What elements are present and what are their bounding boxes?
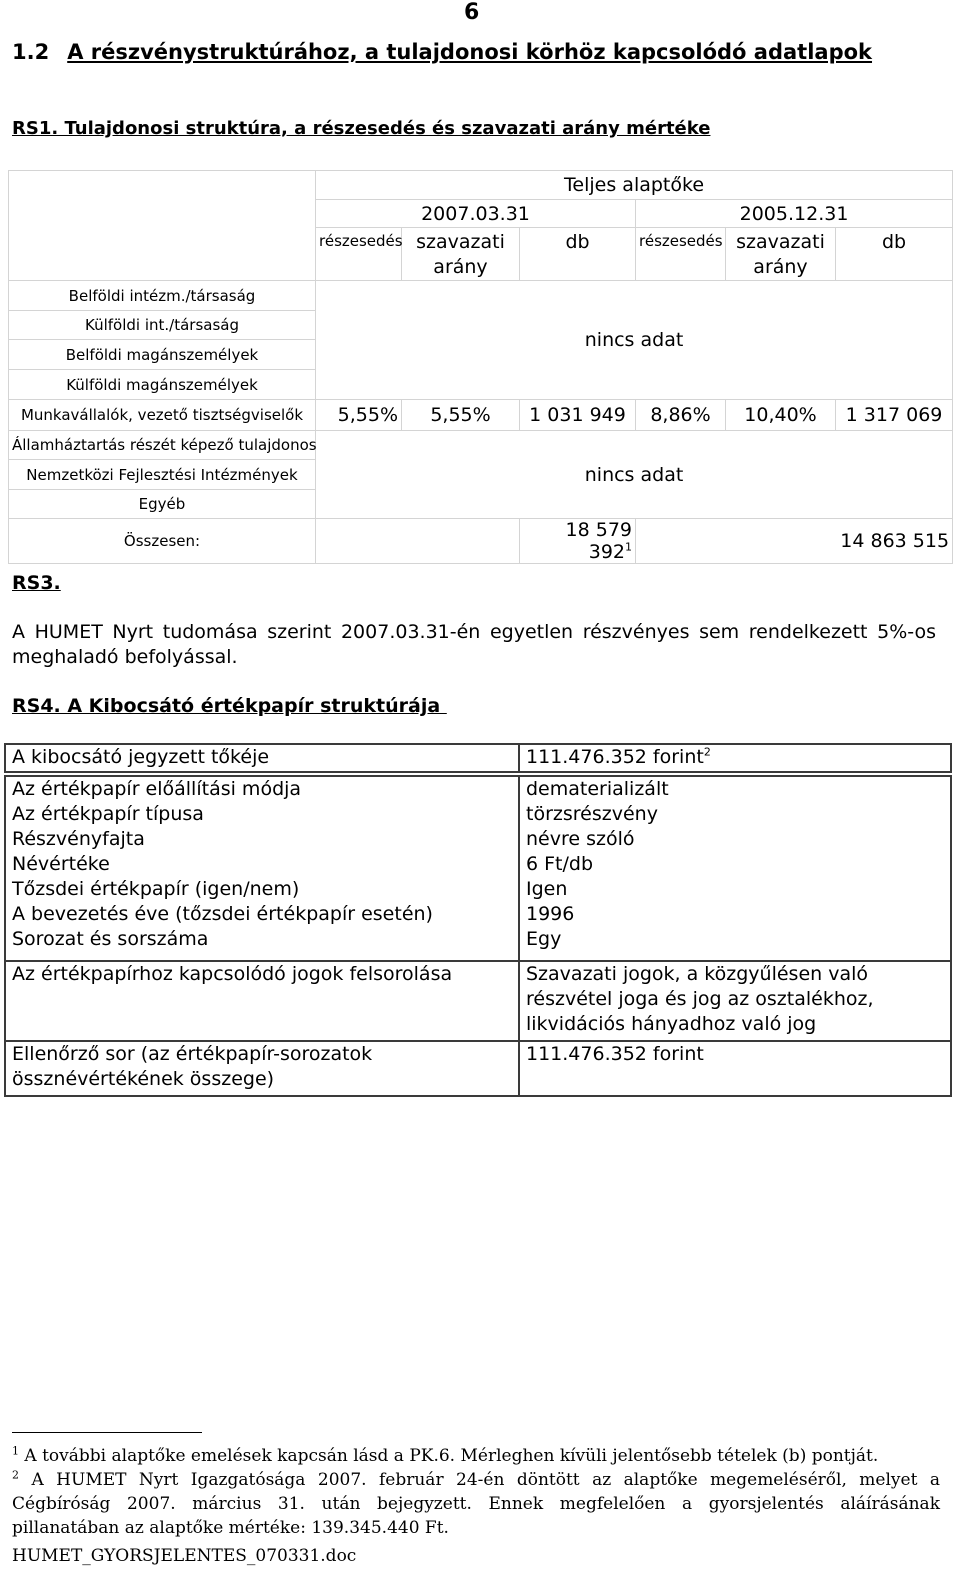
col-reszesedes-2005: részesedés <box>636 228 726 281</box>
value-production-method: dematerializált <box>526 778 669 800</box>
row-label-other: Egyéb <box>9 490 316 519</box>
section-number: 1.2 <box>12 40 50 64</box>
value-nominal-value: 6 Ft/db <box>526 853 594 875</box>
employees-reszesedes-2007: 5,55% <box>316 400 402 431</box>
capital-value-cell <box>519 744 951 772</box>
total-db-2007 <box>520 519 636 564</box>
row-label-domestic-institution: Belföldi intézm./társaság <box>9 281 316 311</box>
row-label-foreign-individuals: Külföldi magánszemélyek <box>9 370 316 400</box>
col-db-2005: db <box>836 228 953 281</box>
col-szavazati-line1: szavazati <box>416 231 505 253</box>
col-szavazati-line2: arány <box>753 256 808 278</box>
securities-table <box>4 775 952 1097</box>
label-listed: Tőzsdei értékpapír (igen/nem) <box>12 878 300 900</box>
value-share-kind: névre szóló <box>526 828 635 850</box>
rs1-heading: RS1. Tulajdonosi struktúra, a részesedés és szavazati arány mértéke <box>12 118 711 139</box>
col-szavazati-2005 <box>726 228 836 281</box>
rs4-heading: RS4. A Kibocsátó értékpapír struktúrája <box>12 695 447 717</box>
total-db-2007-value: 18 579 392 <box>565 519 632 563</box>
securities-values <box>519 776 951 961</box>
total-db-2005: 14 863 515 <box>636 519 953 564</box>
rs3-text: A HUMET Nyrt tudomása szerint 2007.03.31-én egyetlen részvényes sem rendelkezett 5%-os meghaladó befolyással. <box>12 621 936 668</box>
row-label-state: Államháztartás részét képező tulajdonos <box>9 431 316 460</box>
label-production-method: Az értékpapír előállítási módja <box>12 778 302 800</box>
label-listing-year: A bevezetés éve (tőzsdei értékpapír esetén) <box>12 903 433 925</box>
header-date-2005: 2005.12.31 <box>636 200 953 228</box>
ownership-table <box>8 170 953 564</box>
footnote-2 <box>12 1468 940 1540</box>
rs3-heading: RS3. <box>12 572 61 594</box>
row-label-total: Összesen: <box>9 519 316 564</box>
value-series: Egy <box>526 928 562 950</box>
employees-reszesedes-2005: 8,86% <box>636 400 726 431</box>
header-date-2007: 2007.03.31 <box>316 200 636 228</box>
rs1-corner-cell <box>9 171 316 281</box>
footnote-separator <box>12 1432 202 1433</box>
control-label: Ellenőrző sor (az értékpapír-sorozatok össznévértékének összege) <box>5 1041 519 1096</box>
footnote-ref-2[interactable]: 2 <box>703 745 711 759</box>
label-share-kind: Részvényfajta <box>12 828 145 850</box>
col-szavazati-line1: szavazati <box>736 231 825 253</box>
capital-table <box>4 743 952 773</box>
securities-labels <box>5 776 519 961</box>
label-series: Sorozat és sorszáma <box>12 928 209 950</box>
capital-value: 111.476.352 forint <box>526 746 704 768</box>
employees-db-2007: 1 031 949 <box>520 400 636 431</box>
footnote-2-text: A HUMET Nyrt Igazgatósága 2007. február 24-én döntött az alaptőke megemeléséről, melyet a Cégbíróság 2007. március 31. után bejegyzett. Ennek megfelelően a gyorsjelentés aláírásának pillanatában az alaptőke mértéke: 139.345.440 Ft. <box>12 1470 940 1538</box>
rights-value: Szavazati jogok, a közgyűlésen való részvétel joga és jog az osztalékhoz, likvidációs hányadhoz való jog <box>519 961 951 1041</box>
page-number: 6 <box>464 0 480 25</box>
employees-szavazati-2007: 5,55% <box>402 400 520 431</box>
row-label-intl-development: Nemzetközi Fejlesztési Intézmények <box>9 460 316 490</box>
section-heading <box>12 40 872 64</box>
footnote-2-mark: 2 <box>12 1468 19 1482</box>
employees-db-2005: 1 317 069 <box>836 400 953 431</box>
total-empty-cell <box>316 519 520 564</box>
footnote-1-mark: 1 <box>12 1444 19 1458</box>
employees-szavazati-2005: 10,40% <box>726 400 836 431</box>
footnote-1-text: A további alaptőke emelések kapcsán lásd a PK.6. Mérleghen kívüli jelentősebb tételek (b) pontját. <box>19 1446 879 1466</box>
header-total-capital: Teljes alaptőke <box>316 171 953 200</box>
control-value: 111.476.352 forint <box>519 1041 951 1096</box>
value-security-type: törzsrészvény <box>526 803 658 825</box>
section-title: A részvénystruktúrához, a tulajdonosi körhöz kapcsolódó adatlapok <box>67 40 873 64</box>
value-listed: Igen <box>526 878 568 900</box>
col-reszesedes-2007: részesedés <box>316 228 402 281</box>
col-db-2007: db <box>520 228 636 281</box>
label-nominal-value: Névértéke <box>12 853 110 875</box>
col-szavazati-2007 <box>402 228 520 281</box>
document-filename: HUMET_GYORSJELENTES_070331.doc <box>12 1546 357 1566</box>
row-label-domestic-individuals: Belföldi magánszemélyek <box>9 340 316 370</box>
no-data-cell: nincs adat <box>316 281 953 400</box>
value-listing-year: 1996 <box>526 903 575 925</box>
label-security-type: Az értékpapír típusa <box>12 803 204 825</box>
no-data-cell-2: nincs adat <box>316 431 953 519</box>
footnote-1 <box>12 1444 940 1468</box>
row-label-employees: Munkavállalók, vezető tisztségviselők <box>9 400 316 431</box>
row-label-foreign-institution: Külföldi int./társaság <box>9 311 316 340</box>
footnote-ref-1[interactable]: 1 <box>625 540 632 554</box>
rights-label: Az értékpapírhoz kapcsolódó jogok felsorolása <box>5 961 519 1041</box>
capital-label: A kibocsátó jegyzett tőkéje <box>5 744 519 772</box>
col-szavazati-line2: arány <box>433 256 488 278</box>
